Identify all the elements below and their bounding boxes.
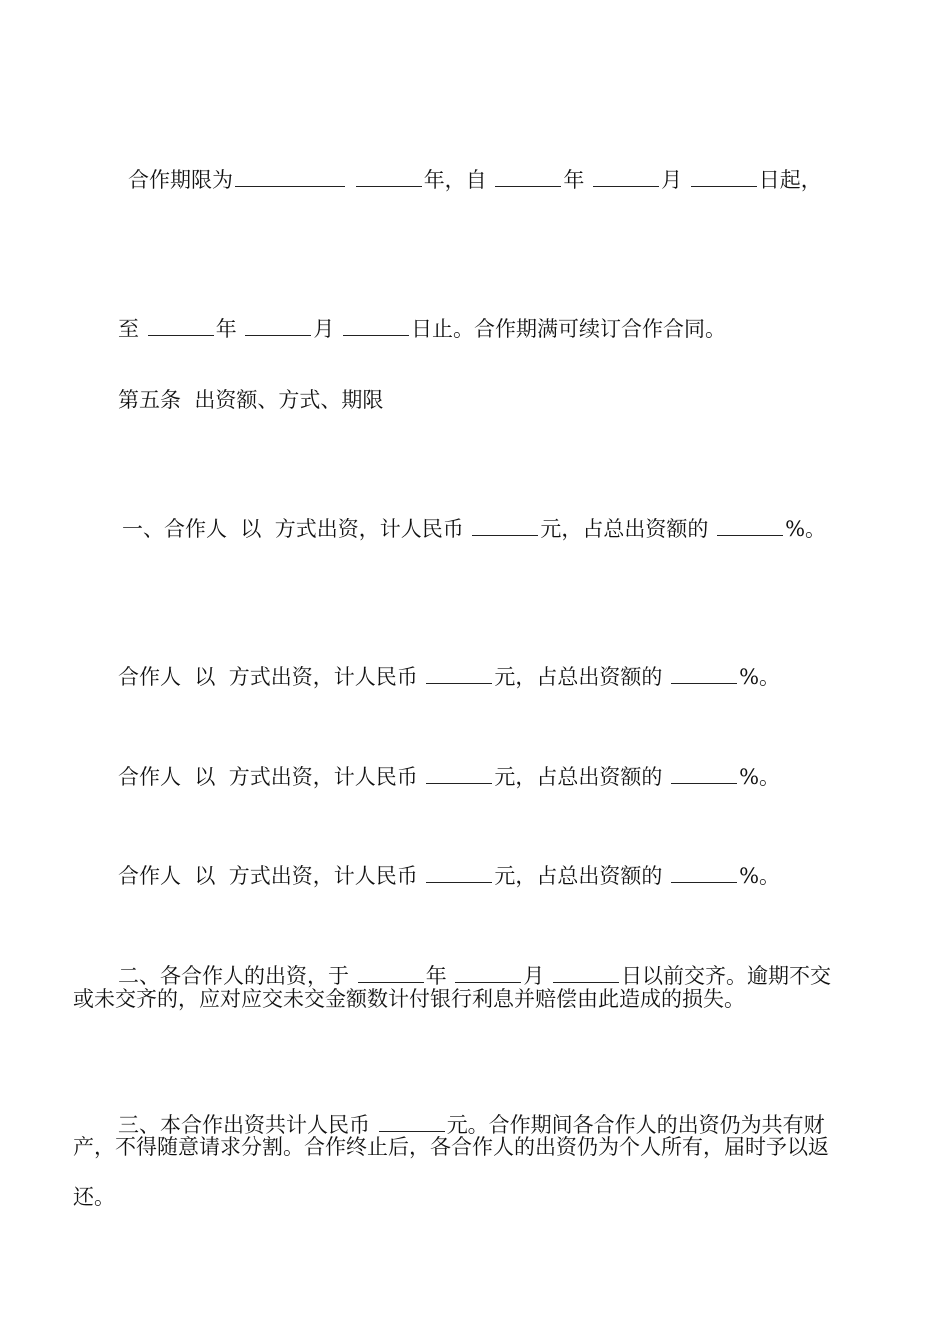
deadline-year-blank[interactable]: [358, 962, 424, 983]
percent-text: %。: [739, 765, 781, 789]
partner-text: 合作人: [118, 665, 181, 689]
year-text: 年: [215, 317, 237, 341]
percent-blank[interactable]: [671, 763, 737, 784]
with-text: 以: [194, 765, 216, 789]
item-3-text-end: 元。合作期间各合作人的出资仍为共有财: [446, 1113, 825, 1137]
to-text: 至: [118, 317, 139, 341]
year-text: 年: [563, 168, 585, 192]
share-text: 元，占总出资额的: [540, 517, 709, 541]
item-2-text-end: 日以前交齐。逾期不交: [621, 964, 832, 988]
amount-blank[interactable]: [426, 663, 492, 684]
with-text: 以: [194, 665, 216, 689]
method-text: 方式出资，计人民币: [228, 765, 418, 789]
contribution-line-4: [118, 834, 780, 890]
percent-text: %。: [739, 864, 781, 888]
with-text: 以: [194, 864, 216, 888]
percent-blank[interactable]: [717, 515, 783, 536]
month-text: 月: [313, 317, 335, 341]
percent-text: %。: [785, 517, 827, 541]
item-2-line-1: [118, 934, 831, 990]
term-text: 年，自: [423, 168, 487, 192]
item-2-line-2: 或未交齐的，应对应交未交金额数计付银行利息并赔偿由此造成的损失。: [73, 987, 745, 1011]
term-line-2: [118, 287, 726, 343]
item-3-line-3: 还。: [73, 1185, 115, 1209]
amount-blank[interactable]: [426, 862, 492, 883]
percent-blank[interactable]: [671, 862, 737, 883]
end-day-blank[interactable]: [343, 315, 409, 336]
item-2-text: 二、各合作人的出资，于: [118, 964, 349, 988]
amount-blank[interactable]: [426, 763, 492, 784]
share-text: 元，占总出资额的: [494, 665, 663, 689]
year-text: 年: [425, 964, 447, 988]
item-3-line-1: [118, 1083, 825, 1139]
term-years-blank[interactable]: [235, 166, 345, 187]
item-3-text: 三、本合作出资共计人民币: [118, 1113, 370, 1137]
end-month-blank[interactable]: [245, 315, 311, 336]
percent-blank[interactable]: [671, 663, 737, 684]
method-text: 方式出资，计人民币: [274, 517, 464, 541]
term-years-blank-2[interactable]: [356, 166, 422, 187]
start-year-blank[interactable]: [495, 166, 561, 187]
contribution-line-3: [118, 735, 780, 791]
percent-text: %。: [739, 665, 781, 689]
end-text: 日止。合作期满可续订合作合同。: [411, 317, 727, 341]
start-day-blank[interactable]: [691, 166, 757, 187]
method-text: 方式出资，计人民币: [228, 864, 418, 888]
partner-text: 合作人: [118, 864, 181, 888]
item-prefix: 一、: [122, 517, 164, 541]
amount-blank[interactable]: [472, 515, 538, 536]
total-amount-blank[interactable]: [379, 1111, 445, 1132]
deadline-month-blank[interactable]: [455, 962, 521, 983]
article-heading: 第五条 出资额、方式、期限: [118, 388, 384, 412]
month-text: 月: [523, 964, 545, 988]
partner-text: 合作人: [118, 765, 181, 789]
start-month-blank[interactable]: [593, 166, 659, 187]
share-text: 元，占总出资额的: [494, 864, 663, 888]
share-text: 元，占总出资额的: [494, 765, 663, 789]
partner-text: 合作人: [164, 517, 227, 541]
contribution-line-2: [118, 635, 780, 691]
method-text: 方式出资，计人民币: [228, 665, 418, 689]
deadline-day-blank[interactable]: [553, 962, 619, 983]
with-text: 以: [240, 517, 262, 541]
term-label: 合作期限为: [128, 168, 233, 192]
term-line-1: [128, 138, 822, 194]
contribution-line-1: [122, 487, 826, 543]
end-year-blank[interactable]: [148, 315, 214, 336]
item-3-line-2: 产，不得随意请求分割。合作终止后，各合作人的出资仍为个人所有，届时予以返: [73, 1135, 829, 1159]
day-text: 日起，: [758, 168, 822, 192]
month-text: 月: [661, 168, 683, 192]
